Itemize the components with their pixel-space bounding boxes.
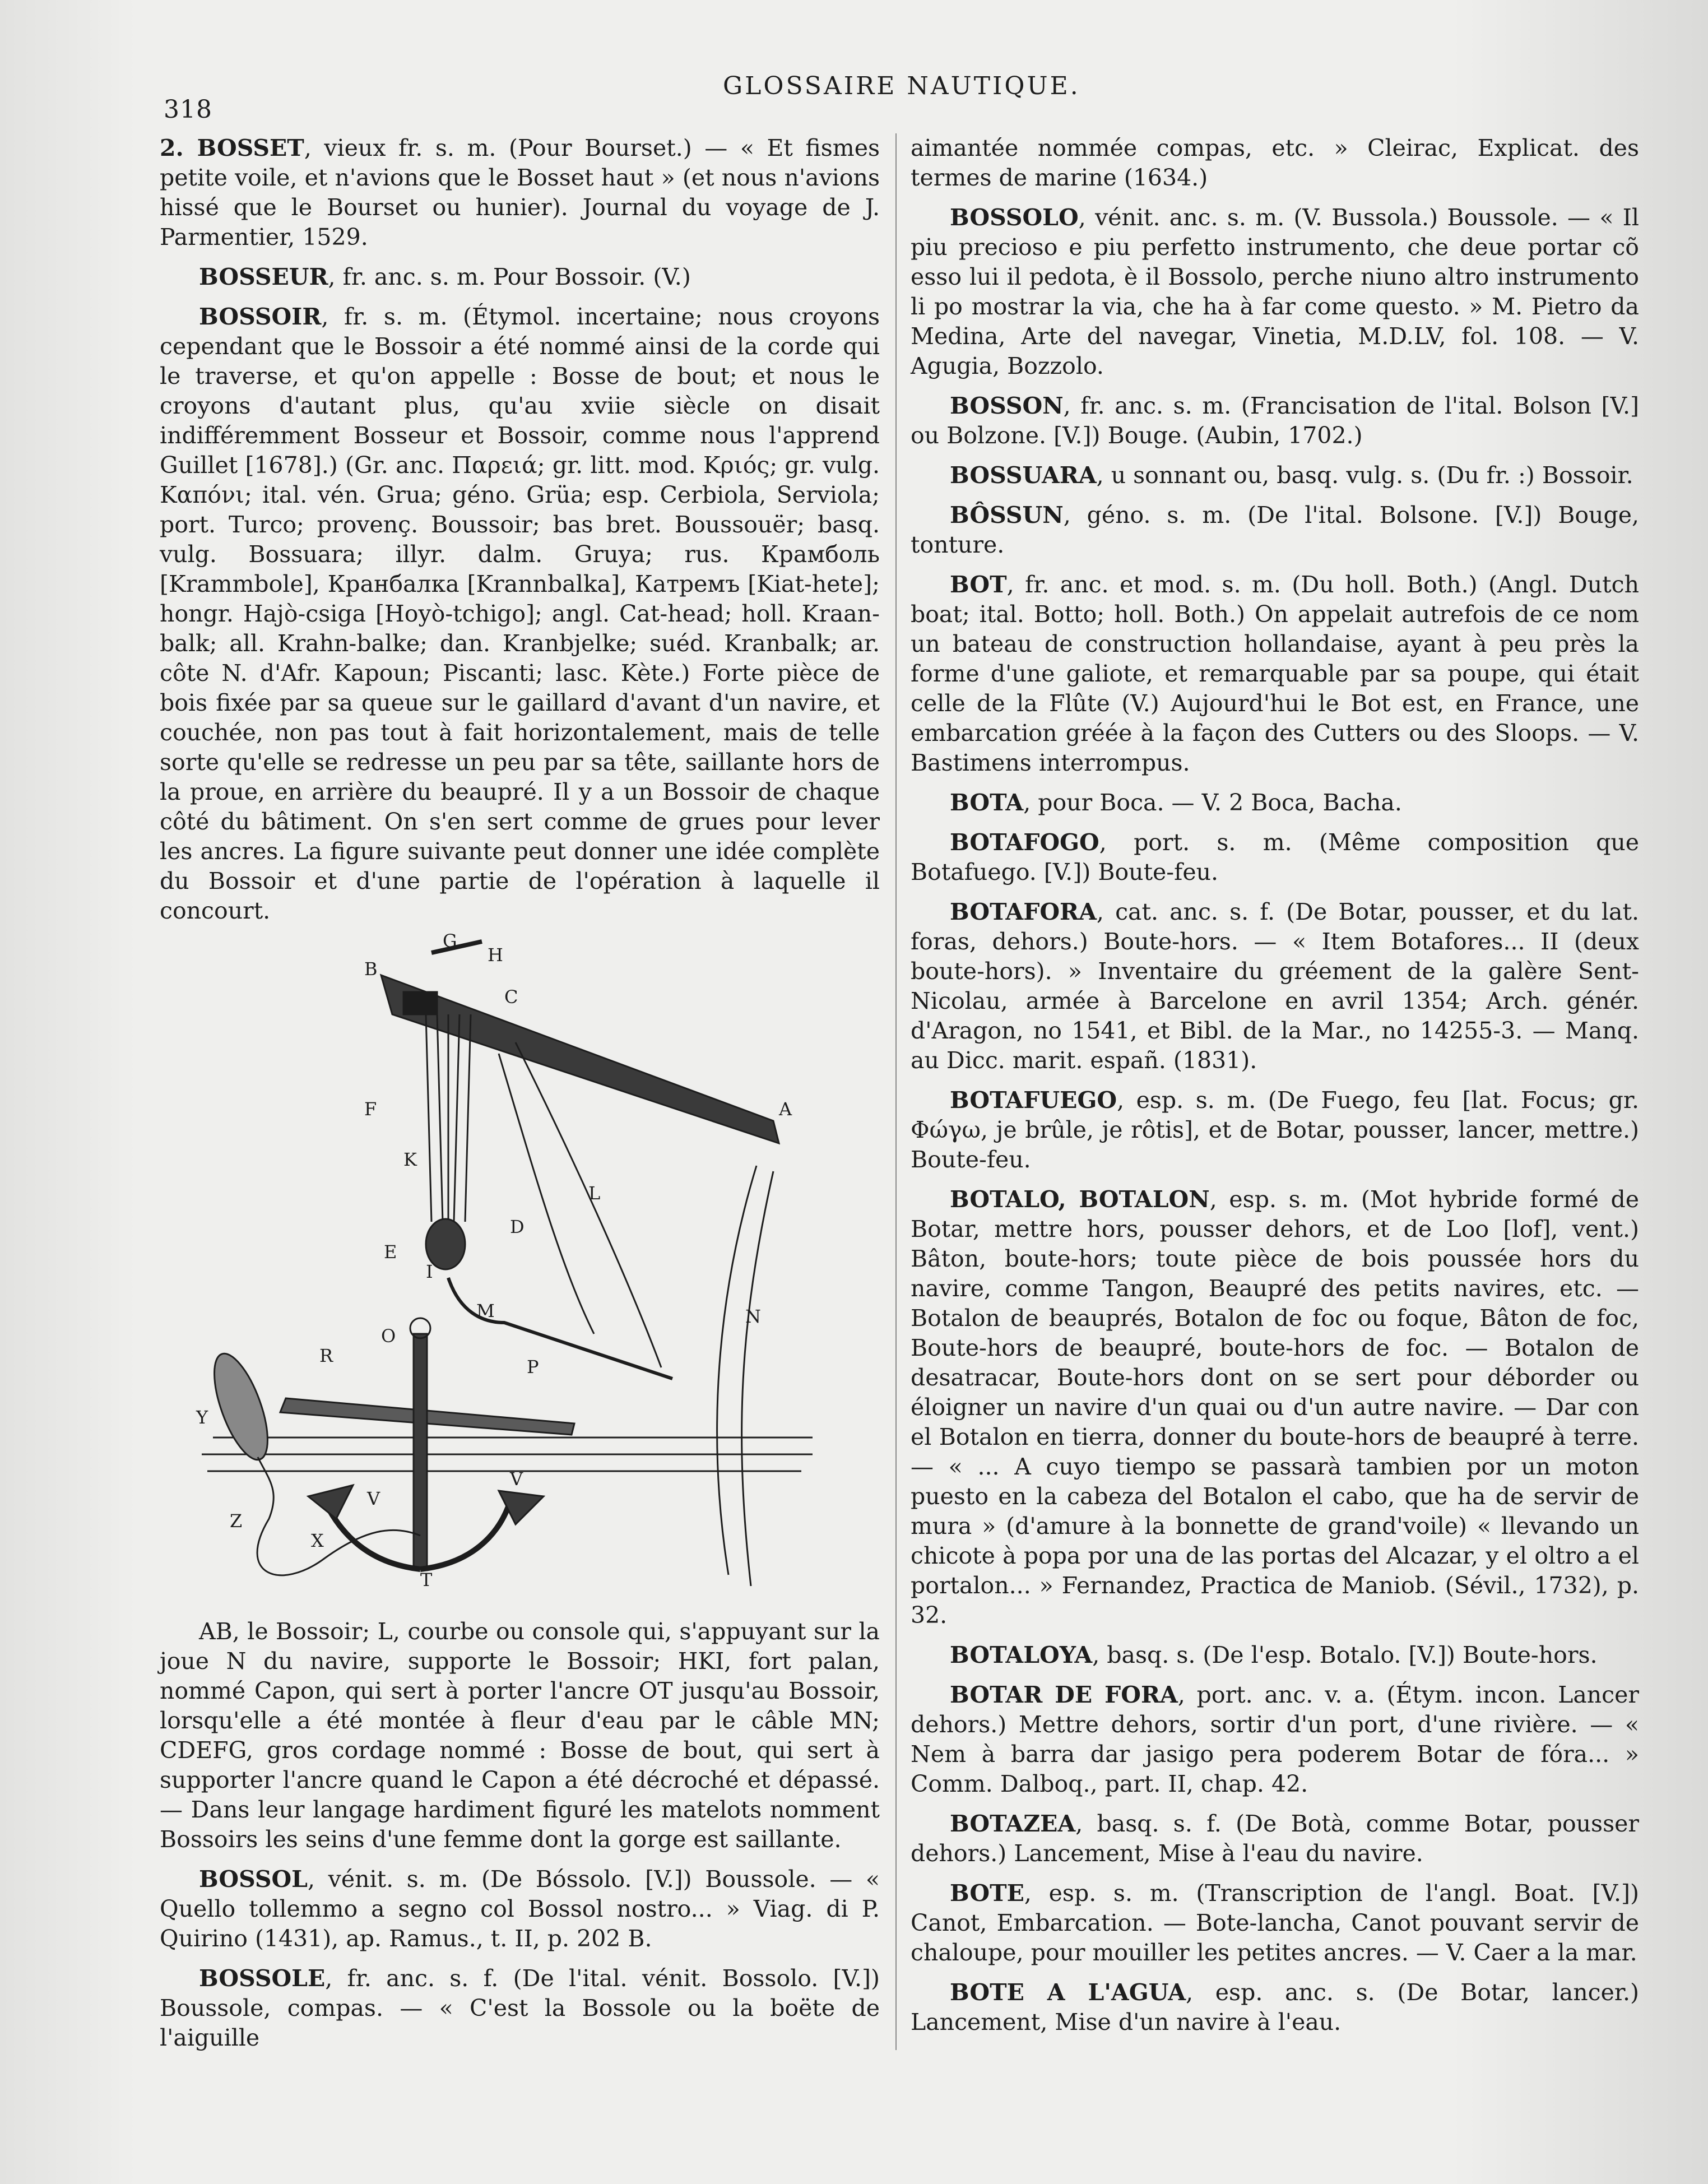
column-rule: [895, 133, 897, 2050]
fig-label-y: Y: [196, 1407, 208, 1428]
entry-bote: [911, 1879, 1639, 1968]
entry-botafogo: [911, 828, 1639, 887]
anchor-arm: [420, 1502, 510, 1569]
headword: BOSSEUR: [199, 263, 328, 290]
fig-label-r: R: [319, 1345, 333, 1366]
buoy-line-x: [257, 1457, 420, 1575]
bosse-d: [499, 1054, 594, 1334]
headword: BOSSOLE: [199, 1965, 326, 1992]
fig-label-t: T: [420, 1569, 433, 1591]
entry-body: , basq. s. f. (De Botà, comme Botar, pousser dehors.) Lancement, Mise à l'eau du navire.: [911, 1810, 1639, 1867]
left-column-bottom: [160, 1617, 880, 2063]
entry-body: , fr. s. m. (Étymol. incertaine; nous croyons cependant que le Bossoir a été nommé ainsi de la corde qui le traverse, et qu'on appelle : Bosse de bout; et nous le croyons d'autant plus, qu'au xviie siècle on disait indifféremment Bosseur et Bossoir, comme nous l'apprend Guillet [1678].) (Gr. anc. Παρειά; gr. litt. mod. Κριός; gr. vulg. Καπόνι; ital. vén. Grua; géno. Grüa; esp. Cerbiola, Serviola; port. Turco; provenç. Boussoir; bas bret. Boussouër; basq. vulg. Bossuara; illyr. dalm. Gruya; rus. Крамболь [Krammbole], Кранбалка [Krannbalka], Катремъ [Kiat-hete]; hongr. Hajò-csiga [Hoyò-tchigo]; angl. Cat-head; holl. Kraan-balk; all. Krahn-balke; dan. Kranbjelke; suéd. Kranbalk; ar. côte N. d'Afr. Kapoun; Piscanti; lasc. Kète.) Forte pièce de bois fixée par sa queue sur le gaillard d'avant d'un navire, et couchée, non pas tout à fait horizontalement, mais de telle sorte qu'elle se redresse un peu par sa tête, saillante hors de la proue, en arrière du beaupré. Il y a un Bossoir de chaque côté du bâtiment. On s'en sert comme de grues pour lever les ancres. La figure suivante peut donner une idée complète du Bossoir et d'une partie de l'opération à laquelle il concourt.: [160, 303, 880, 924]
entry-botar-de-fora: [911, 1680, 1639, 1799]
headword: BOTAZEA: [950, 1810, 1076, 1837]
right-column: [911, 133, 1639, 2047]
hull-line: [717, 1166, 756, 1575]
entry-body: , esp. s. m. (Transcription de l'angl. Boat. [V.]) Canot, Embarcation. — Bote-lancha, Canot pouvant servir de chaloupe, pour mouiller les petites ancres. — V. Caer a la mar.: [911, 1880, 1639, 1966]
fig-label-o: O: [381, 1325, 396, 1347]
headword: BOTAR DE FORA: [950, 1681, 1178, 1708]
tackle-line: [437, 1014, 443, 1222]
fig-label-b: B: [364, 958, 378, 980]
tackle-line: [426, 1014, 431, 1222]
entry-body: , vénit. anc. s. m. (V. Bussola.) Boussole. — « Il piu precioso e piu perfetto instrumento, che deue portar cõ esso lui il pedota, è il Bossolo, perche niuno altro instrumento li po mostrar la via, che ha à far come questo. » M. Pietro da Medina, Arte del navegar, Vinetia, M.D.LV, fol. 108. — V. Agugia, Bozzolo.: [911, 204, 1639, 379]
headword: BÔSSUN: [950, 502, 1064, 528]
entry-body: , fr. anc. s. f. (De l'ital. vénit. Bossolo. [V.]) Boussole, compas. — « C'est la Bossole ou la boëte de l'aiguille: [160, 1965, 880, 2051]
entry-body: , vénit. s. m. (De Bóssolo. [V.]) Boussole. — « Quello tollemmo a segno col Bossol nostro... » Viag. di P. Quirino (1431), ap. Ramus., t. II, p. 202 B.: [160, 1866, 880, 1952]
entry-bossoir: [160, 302, 880, 926]
fig-label-k: K: [403, 1149, 417, 1170]
hull-line: [742, 1171, 773, 1586]
entry-bosson: [911, 391, 1639, 451]
entry-bota: [911, 788, 1639, 818]
entry-body: aimantée nommée compas, etc. » Cleirac, Explicat. des termes de marine (1634.): [911, 135, 1639, 191]
headword: BOTE A L'AGUA: [950, 1979, 1186, 2006]
headword: BOTAFORA: [950, 898, 1097, 925]
fig-label-e: E: [384, 1241, 397, 1263]
headword: BOTALO, BOTALON: [950, 1186, 1210, 1213]
cable-mn: [448, 1278, 672, 1379]
headword: BOSSOL: [199, 1866, 308, 1893]
entry-bossolo: [911, 203, 1639, 381]
entry-body: , esp. s. m. (De Fuego, feu [lat. Focus; gr. Φώγω, je brûle, je rôtis], et de Botar, pousser, lancer, mettre.) Boute-feu.: [911, 1087, 1639, 1173]
entry-bosseur: [160, 262, 880, 292]
fig-label-i: I: [426, 1261, 433, 1282]
entry-bosset: [160, 133, 880, 252]
fig-label-g: G: [443, 930, 457, 952]
cathead-sheave: [403, 992, 437, 1014]
bossoir-figure: [168, 930, 863, 1617]
running-head: GLOSSAIRE NAUTIQUE.: [723, 72, 1080, 100]
fig-label-f: F: [364, 1098, 377, 1120]
entry-body: , fr. anc. s. m. Pour Bossoir. (V.): [328, 263, 691, 290]
fig-label-v: V: [367, 1488, 380, 1509]
fig-label-h: H: [488, 944, 503, 966]
entry-body: , esp. anc. s. (De Botar, lancer.) Lancement, Mise d'un navire à l'eau.: [911, 1979, 1639, 2035]
entry-botazea: [911, 1809, 1639, 1868]
fig-label-x: X: [311, 1530, 324, 1551]
entry-body: , géno. s. m. (De l'ital. Bolsone. [V.]) Bouge, tonture.: [911, 502, 1639, 558]
entry-body: , port. s. m. (Même composition que Botafuego. [V.]) Boute-feu.: [911, 829, 1639, 885]
entry-bossol: [160, 1865, 880, 1954]
left-column: [160, 133, 880, 936]
entry-body: , cat. anc. s. f. (De Botar, pousser, et du lat. foras, dehors.) Boute-hors. — « Item Botafores... II (deux boute-hors). » Inventaire du gréement de la galère Sent-Nicolau, armée à Barcelone en avril 1354; Arch. génér. d'Aragon, no 1541, et Bibl. de la Mar., no 14255-3. — Manq. au Dicc. marit. españ. (1831).: [911, 898, 1639, 1074]
fig-label-a: A: [779, 1098, 792, 1120]
headword: BOTAFOGO: [950, 829, 1099, 856]
tackle-line: [454, 1014, 460, 1222]
entry-body: , vieux fr. s. m. (Pour Bourset.) — « Et fismes petite voile, et n'avions que le Bosset haut » (et nous n'avions hissé que le Bourset ou hunier). Journal du voyage de J. Parmentier, 1529.: [160, 135, 880, 251]
entry-botafora: [911, 897, 1639, 1075]
entry-body: , u sonnant ou, basq. vulg. s. (Du fr. :) Bossoir.: [1096, 462, 1633, 489]
entry-bossuara: [911, 461, 1639, 490]
fig-label-d: D: [510, 1216, 525, 1237]
headword: BOSSOLO: [950, 204, 1079, 231]
fig-label-z: Z: [230, 1510, 243, 1532]
bossoir-illustration: [168, 930, 863, 1617]
entry-body: , pour Boca. — V. 2 Boca, Bacha.: [1023, 789, 1402, 816]
entry-body: , fr. anc. s. m. (Francisation de l'ital. Bolson [V.] ou Bolzone. [V.]) Bouge. (Aubin, 1702.): [911, 392, 1639, 449]
entry-bossun: [911, 500, 1639, 560]
headword: BOSSON: [950, 392, 1064, 419]
page-number: 318: [164, 95, 212, 124]
headword: BOSSUARA: [950, 462, 1097, 489]
entry-botalo: [911, 1185, 1639, 1630]
entry-body: , esp. s. m. (Mot hybride formé de Botar, mettre hors, pousser dehors, et de Loo [lof], vent.) Bâton, boute-hors; toute pièce de bois poussée hors du navire, comme Tangon, Beaupré des petits navires, etc. — Botalon de beauprés, Botalon de foc ou foque, Bâton de foc, Boute-hors de beaupré, boute-hors de foc. — Botalon de desatracar, Boute-hors dont on se sert pour déborder ou éloigner un navire d'un quai ou d'un autre navire. — Dar con el Botalon en tierra, donner du boute-hors de beaupré à terre. — « ... A cuyo tiempo se passarà tambien por un moton puesto en la cabeza del Botalon el cabo, que ha de servir de mura » (d'amure à la bonnette de grand'voile) « llevando un chicote à popa por una de las portas del Alcazar, y el oltro a el portalon... » Fernandez, Practica de Maniob. (Sévil., 1732), p. 32.: [911, 1186, 1640, 1629]
headword: BOTE: [950, 1880, 1024, 1907]
headword: BOTA: [950, 789, 1024, 816]
fig-label-v2: V: [510, 1468, 523, 1490]
figure-caption: [160, 1617, 880, 1854]
buoy-y: [203, 1347, 279, 1466]
entry-botafuego: [911, 1086, 1639, 1175]
entry-body: , port. anc. v. a. (Étym. incon. Lancer dehors.) Mettre dehors, sortir d'un port, d'une rivière. — « Nem à barra dar jasigo pera poderem Botar de fóra... » Comm. Dalboq., part. II, chap. 42.: [911, 1681, 1639, 1797]
entry-bot: [911, 570, 1639, 778]
fig-label-c: C: [504, 986, 518, 1008]
tackle-line: [465, 1014, 471, 1222]
fig-label-n: N: [745, 1306, 761, 1327]
fig-label-p: P: [527, 1356, 539, 1378]
headword: BOT: [950, 571, 1007, 598]
entry-continuation: [911, 133, 1639, 193]
headword: BOTAFUEGO: [950, 1087, 1117, 1114]
fig-label-l: L: [588, 1183, 601, 1204]
headword: BOTALOYA: [950, 1642, 1093, 1668]
headword: 2. BOSSET: [160, 135, 304, 161]
headword: BOSSOIR: [199, 303, 322, 330]
entry-body: AB, le Bossoir; L, courbe ou console qui, s'appuyant sur la joue N du navire, supporte le Bossoir; HKI, fort palan, nommé Capon, qui sert à porter l'ancre OT jusqu'au Bossoir, lorsqu'elle a été montée à fleur d'eau par le câble MN; CDEFG, gros cordage nommé : Bosse de bout, qui sert à supporter l'ancre quand le Capon a été décroché et dépassé. — Dans leur langage hardiment figuré les matelots nomment Bossoirs les seins d'une femme dont la gorge est saillante.: [160, 1618, 880, 1853]
entry-bossole: [160, 1964, 880, 2053]
entry-botaloya: [911, 1640, 1639, 1670]
fig-label-m: M: [476, 1300, 495, 1321]
anchor-fluke: [308, 1485, 353, 1519]
entry-bote-a-lagua: [911, 1978, 1639, 2037]
entry-body: , basq. s. (De l'esp. Botalo. [V.]) Boute-hors.: [1092, 1642, 1598, 1668]
entry-body: , fr. anc. et mod. s. m. (Du holl. Both.) (Angl. Dutch boat; ital. Botto; holl. Both.) On appelait autrefois de ce nom un bateau de construction hollandaise, ayant à peu près la forme d'une galiote, et remarquable par sa poupe, qui était celle de la Flûte (V.) Aujourd'hui le Bot est, en France, une embarcation gréée à la façon des Cutters ou des Sloops. — V. Bastimens interrompus.: [911, 571, 1639, 776]
